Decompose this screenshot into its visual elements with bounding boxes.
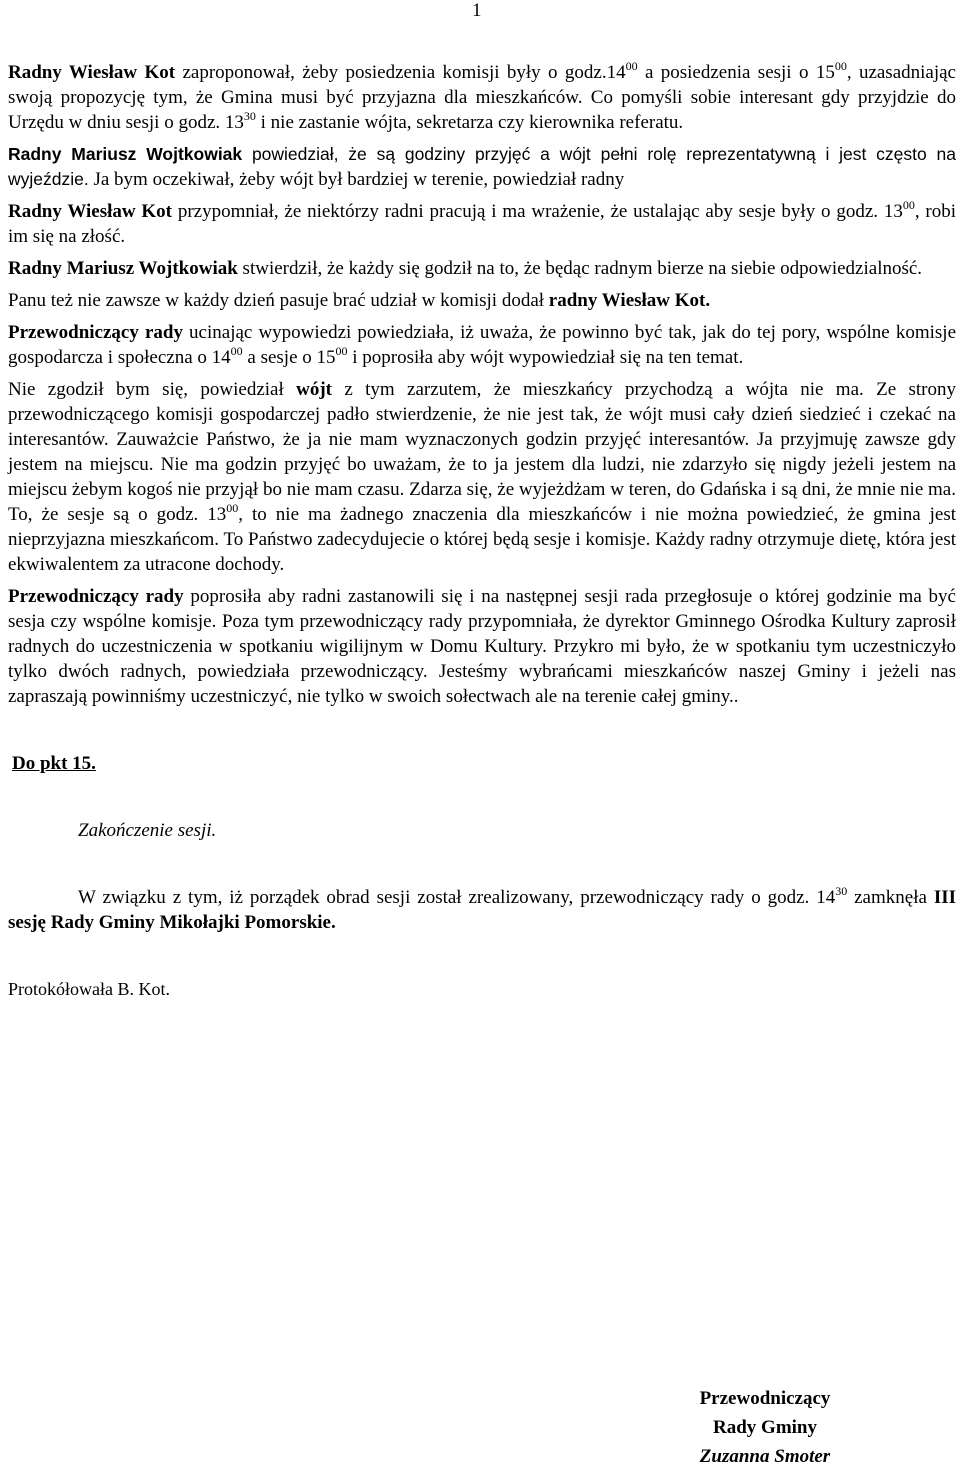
speaker-name: Radny Wiesław Kot xyxy=(8,62,176,83)
paragraph-wojtkowiak-1: Radny Mariusz Wojtkowiak powiedział, że są godziny przyjęć a wójt pełni rolę reprezentatywną i jest często na wyjeździe. Ja bym oczekiwał, żeby wójt był bardziej w terenie, powiedział radny xyxy=(8,144,956,190)
paragraph-closing: W związku z tym, iż porządek obrad sesji został zrealizowany, przewodniczący rady o godz. $14^{30}$ zamknęła III sesję Rady Gminy Mikołajki Pomorskie. xyxy=(8,884,956,933)
speaker-name: Przewodniczący rady xyxy=(8,322,183,343)
signature-title: Przewodniczący xyxy=(699,1388,831,1409)
paragraph-wojt: Nie zgodził bym się, powiedział wójt z tym zarzutem, że mieszkańcy przychodzą a wójta nie ma. Ze strony przewodniczącego komisji gospodarczej padło stwierdzenie, że nie jest tak, że wójt musi cały dzień siedzieć i czekać na interesantów. Zauważcie Państwo, że ja nie mam wyznaczonych godzin przyjęć interesantów. Ja przyjmuję zawsze gdy jestem na miejscu. Nie ma godzin przyjęć bo uważam, że to ja jestem dla ludzi, nie zdarzyło się nigdy jeżeli jestem na miejscu żebym kogoś nie przyjął bo nie mam czasu. Zdarza się, że wyjeżdżam w teren, do Gdańska i są dni, że mnie nie ma. To, że sesje są o godz. $13^{00}$, to nie ma żadnego znaczenia dla mieszkańców i nie można powiedzieć, że gmina jest nieprzyjazna mieszkańcom. To Państwo zadecydujecie o której będą sesje i komisje. Każdy radny otrzymuje dietę, która jest ekwiwalentem za utracone dochody. xyxy=(8,379,957,575)
document-body xyxy=(8,60,956,1002)
paragraph-kot-reminder: Radny Wiesław Kot przypomniał, że niektórzy radni pracują i ma wrażenie, że ustalając aby sesje były o godz. $13^{00}$, robi im się na złość. xyxy=(8,198,956,247)
page-number: 1 xyxy=(472,0,482,21)
paragraph-kot-proposal: Radny Wiesław Kot zaproponował, żeby posiedzenia komisji były o $godz.14^{00}$ a posiedzenia sesji o $15^{00}$, uzasadniając swoją propozycję tym, że Gmina musi być przyjazna dla mieszkańców. Co pomyśli sobie interesant gdy przyjdzie do Urzędu w dniu sesji o godz. $13^{30}$ i nie zastanie wójta, sekretarza czy kierownika referatu. xyxy=(8,59,956,133)
paragraph-chair-2: Przewodniczący rady poprosiła aby radni zastanowili się i na następnej sesji rada przegłosuje o której godzinie ma być sesja czy wspólne komisje. Poza tym przewodniczący rady przypomniała, że dyrektor Gminnego Ośrodka Kultury zaprosił radnych do uczestniczenia w spotkaniu wigilijnym w Domu Kultury. Przykro mi było, że w spotkaniu tym uczestniczyło tylko dwóch radnych, powiedziała przewodniczący. Jesteśmy wybrańcami mieszkańców naszej Gminy i jeżeli nas zapraszają powinniśmy uczestniczyć, nie tylko w swoich sołectwach ale na terenie całej gminy.. xyxy=(8,586,956,707)
section-heading: Do pkt 15. xyxy=(12,753,96,774)
speaker-name: wójt xyxy=(296,379,332,400)
signature-block xyxy=(650,1384,880,1471)
speaker-name: Radny Mariusz Wojtkowiak xyxy=(8,144,243,164)
paragraph-chair-1: Przewodniczący rady ucinając wypowiedzi powiedziała, iż uważa, że powinno być tak, jak do tej pory, wspólne komisje gospodarcza i społeczna o $14^{00}$ a sesje o $15^{00}$ i poprosiła aby wójt wypowiedział się na ten temat. xyxy=(8,322,956,368)
speaker-name: Przewodniczący rady xyxy=(8,586,184,607)
protocol-author: Protokółowała B. Kot. xyxy=(8,979,170,999)
section-subheading: Zakończenie sesji. xyxy=(78,820,217,841)
session-name: III sesję Rady Gminy Mikołajki Pomorskie. xyxy=(8,887,956,933)
paragraph-wojtkowiak-2: Radny Mariusz Wojtkowiak stwierdził, że każdy się godził na to, że będąc radnym bierze na siebie odpowiedzialność. xyxy=(8,258,923,279)
paragraph-kot-added: Panu też nie zawsze w każdy dzień pasuje brać udział w komisji dodał radny Wiesław Kot. xyxy=(8,290,711,311)
signature-body: Rady Gminy xyxy=(713,1417,817,1438)
speaker-name: Radny Wiesław Kot xyxy=(8,201,173,222)
signature-name: Zuzanna Smoter xyxy=(699,1446,831,1467)
speaker-name: Radny Mariusz Wojtkowiak xyxy=(8,258,238,279)
speaker-name: radny Wiesław Kot. xyxy=(548,290,711,311)
